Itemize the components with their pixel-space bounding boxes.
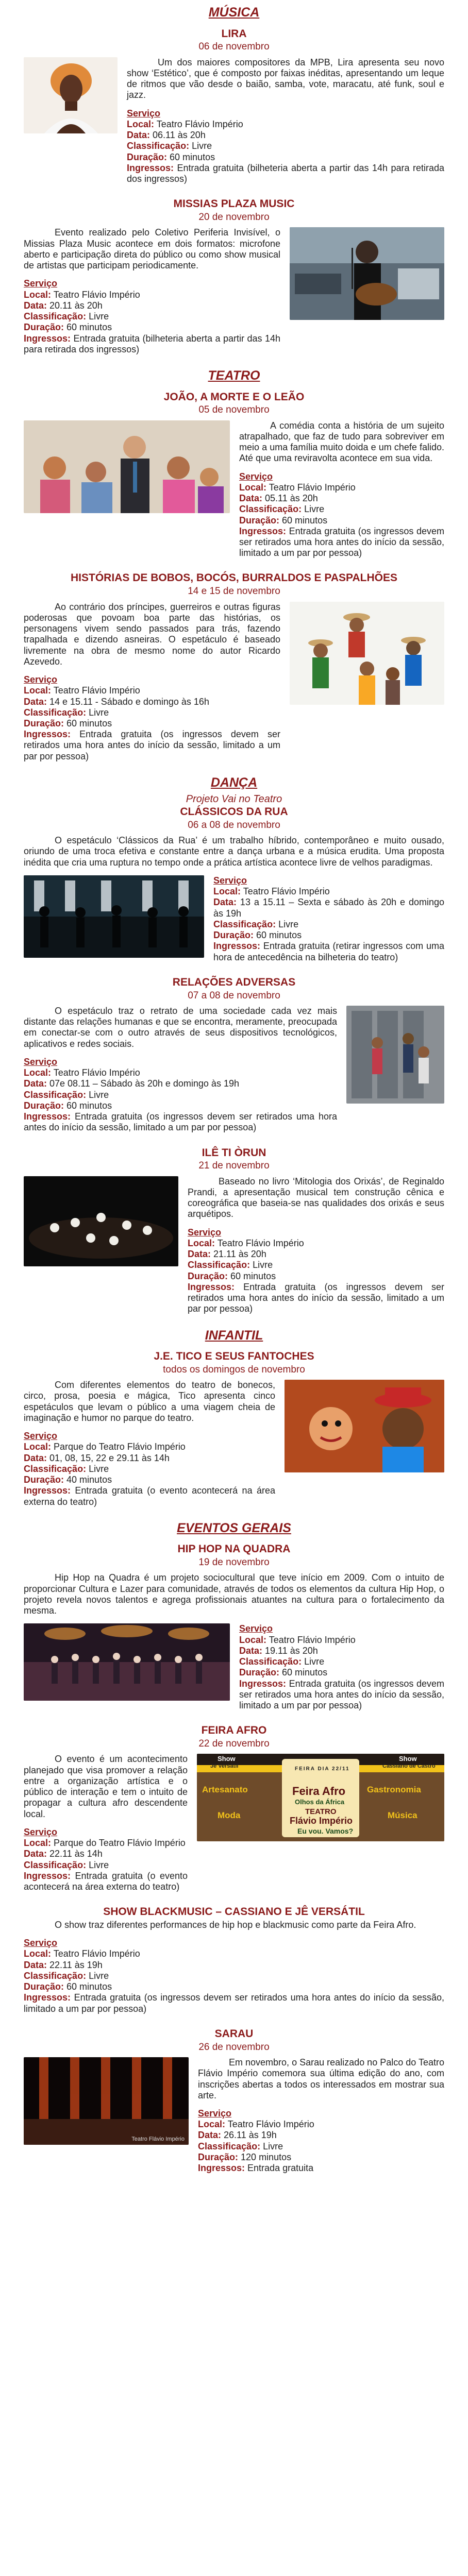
service-rating-label: Classificação:: [24, 311, 87, 322]
service-tickets: [24, 729, 280, 762]
service-date-value: 13 a 15.11 – Sexta e sábado às 20h e domingo às 19h: [213, 897, 444, 919]
poster-show-right: Show: [399, 1755, 417, 1763]
service-date-value: 14 e 15.11 - Sábado e domingo às 16h: [47, 696, 209, 707]
service-date-label: Data:: [24, 1452, 47, 1463]
service-rating-label: Classificação:: [239, 504, 302, 515]
service-local-label: Local:: [24, 1067, 52, 1078]
service-duration-value: 60 minutos: [64, 718, 112, 728]
service-rating: [239, 504, 444, 515]
event-title: HIP HOP NA QUADRA: [177, 1543, 291, 1555]
guitarist-photo: [290, 227, 444, 320]
event-title: MISSIAS PLAZA MUSIC: [173, 198, 295, 210]
event: [24, 1724, 444, 1892]
service-tickets-value: Entrada gratuita (o evento acontecerá na área externa do teatro): [24, 1870, 188, 1892]
poster-right-sub: Cassiano de Castro: [382, 1763, 436, 1770]
service-rating-label: Classificação:: [127, 141, 190, 151]
event-services: [188, 1227, 444, 1315]
service-rating: [198, 2141, 444, 2152]
singer-portrait-photo: [24, 57, 118, 133]
event-description: O espetáculo traz o retrato de uma sociedade cada vez mais distante das relações humanas e que se encontra, meramente, preocupada em conectar-se com o outro através de seus dispositivos tecnológicos, aplicativos e redes sociais.: [24, 1005, 337, 1049]
service-date-label: Data:: [213, 897, 237, 908]
service-local-label: Local:: [213, 886, 241, 897]
service-local-value: Teatro Flávio Império: [266, 482, 356, 493]
service-date-value: 20.11 às 20h: [47, 300, 103, 311]
service-duration-value: 120 minutos: [238, 2151, 292, 2162]
event-description: O evento é um acontecimento planejado que visa promover a relação entre a organização artística e o público de interação e tem o intuito de propagar a cultura afro descendente local.: [24, 1754, 188, 1819]
service-rating: [213, 919, 444, 930]
service-duration-value: 60 minutos: [254, 930, 302, 941]
services-heading: Serviço: [24, 1826, 58, 1837]
service-date: [188, 1249, 444, 1260]
section-heading: DANÇA: [210, 775, 258, 790]
event-date: 21 de novembro: [198, 1160, 270, 1172]
event-services: [24, 1938, 444, 2014]
service-tickets-value: Entrada gratuita (o evento acontecerá na área externa do teatro): [24, 1485, 275, 1507]
service-tickets: [239, 1679, 444, 1711]
services-heading: Serviço: [239, 1623, 273, 1634]
service-duration: [24, 322, 280, 333]
service-duration-value: 60 minutos: [279, 1667, 328, 1678]
service-tickets-value: Entrada gratuita (os ingressos devem ser retirados uma hora antes do início da sessão, limitado a um par por pessoa): [188, 1281, 444, 1314]
service-tickets-label: Ingressos:: [24, 1485, 71, 1496]
service-rating: [24, 1860, 188, 1871]
service-local-label: Local:: [24, 1948, 52, 1959]
service-rating-value: Livre: [276, 919, 299, 929]
event-services: [24, 674, 280, 762]
event-description: O show traz diferentes performances de hip hop e blackmusic como parte da Feira Afro.: [55, 1920, 416, 1930]
services-heading: Serviço: [213, 875, 247, 886]
service-duration: [239, 1667, 444, 1678]
service-tickets-label: Ingressos:: [198, 2163, 245, 2174]
poster-show-left: Show: [218, 1755, 236, 1763]
service-rating-label: Classificação:: [24, 1859, 87, 1870]
service-local-value: Teatro Flávio Império: [215, 1238, 304, 1248]
service-duration: [127, 152, 444, 163]
service-tickets-label: Ingressos:: [24, 729, 71, 740]
service-tickets: [239, 526, 444, 559]
service-date: [127, 130, 444, 141]
service-local: [127, 119, 444, 130]
service-tickets: [198, 2163, 444, 2174]
silhouettes-photo: [24, 875, 204, 958]
event-title: SARAU: [214, 2027, 254, 2040]
service-date-value: 07e 08.11 – Sábado às 20h e domingo às 19h: [47, 1078, 239, 1089]
services-heading: Serviço: [24, 278, 58, 289]
service-rating-label: Classificação:: [213, 919, 276, 929]
service-tickets-value: Entrada gratuita: [245, 2163, 314, 2174]
service-rating-value: Livre: [86, 1463, 109, 1474]
service-duration-label: Duração:: [24, 322, 64, 333]
event: [24, 572, 444, 761]
service-rating: [24, 707, 280, 718]
service-duration-value: 60 minutos: [228, 1270, 276, 1281]
service-local-value: Teatro Flávio Império: [154, 118, 243, 129]
puppets-photo: [285, 1380, 444, 1472]
service-duration-label: Duração:: [24, 1100, 64, 1111]
service-duration-label: Duração:: [127, 151, 168, 162]
service-local-label: Local:: [188, 1238, 215, 1248]
event-services: [24, 278, 280, 355]
service-rating-value: Livre: [189, 141, 212, 151]
service-tickets: [24, 1871, 188, 1892]
service-rating-label: Classificação:: [24, 707, 87, 718]
service-date: [24, 300, 280, 311]
event-description: Com diferentes elementos do teatro de bonecos, circo, prosa, poesia e mágica, Tico apresenta cinco espetáculos que levam o público a uma viagem cheia de imaginação e humor no parque do teatro.: [24, 1380, 275, 1423]
poster-band: FEIRA DIA 22/11: [295, 1766, 350, 1772]
service-duration: [24, 718, 280, 729]
service-local-value: Teatro Flávio Império: [51, 1067, 140, 1078]
service-rating-label: Classificação:: [188, 1260, 250, 1270]
poster-left-a: Artesanato: [202, 1785, 248, 1795]
section-heading: TEATRO: [208, 368, 260, 383]
service-tickets-label: Ingressos:: [24, 1992, 71, 2003]
services-heading: Serviço: [24, 674, 58, 685]
service-date-label: Data:: [127, 130, 151, 141]
event-description: Em novembro, o Sarau realizado no Palco do Teatro Flávio Império comemora sua última edição do ano, com inscrições abertas a todos os interessados em mostrar sua arte.: [198, 2057, 444, 2100]
service-duration: [24, 1475, 275, 1485]
poster-center-1: Feira Afro: [292, 1785, 346, 1798]
service-date-value: 22.11 às 19h: [47, 1959, 103, 1970]
service-local-label: Local:: [239, 1634, 267, 1645]
event-services: [198, 2108, 444, 2174]
service-local-value: Teatro Flávio Império: [51, 289, 140, 300]
event-description: Um dos maiores compositores da MPB, Lira apresenta seu novo show ‘Estético’, que é composto por faixas inéditas, apresentando um leque de ritmos que vão desde o baião, samba, vote, maracatu, até funk, soul e jazz.: [127, 57, 444, 100]
service-local-label: Local:: [24, 289, 52, 300]
service-rating: [188, 1260, 444, 1270]
event-title: LIRA: [221, 27, 247, 40]
sarau-stage-photo: [24, 2057, 189, 2145]
service-date: [239, 1646, 444, 1656]
service-duration-label: Duração:: [239, 515, 280, 526]
services-heading: Serviço: [127, 108, 161, 118]
service-duration-label: Duração:: [24, 1981, 64, 1992]
service-tickets-value: Entrada gratuita (os ingressos devem ser retirados uma hora antes do início da sessão, limitado a um par por pessoa): [24, 1992, 444, 2014]
service-rating-value: Livre: [86, 1970, 109, 1981]
event-date: 26 de novembro: [198, 2041, 270, 2053]
event: [24, 1906, 444, 2014]
stage-dance-photo: [24, 1176, 178, 1266]
service-tickets-value: Entrada gratuita (os ingressos devem ser retirados uma hora antes do início da sessão, limitado a um par por pessoa): [24, 729, 280, 761]
event-date: 22 de novembro: [198, 1738, 270, 1750]
service-tickets-label: Ingressos:: [127, 162, 174, 173]
event: [24, 1350, 444, 1507]
event: [24, 2028, 444, 2174]
service-tickets-value: Entrada gratuita (bilheteria aberta a partir das 14h para retirada dos ingressos): [24, 333, 280, 354]
service-local-label: Local:: [24, 1838, 52, 1849]
service-local: [198, 2119, 444, 2130]
event: [24, 28, 444, 185]
service-local-value: Teatro Flávio Império: [51, 1948, 140, 1959]
section-heading: EVENTOS GERAIS: [177, 1520, 291, 1535]
service-rating-value: Livre: [86, 707, 109, 718]
service-local-value: Teatro Flávio Império: [51, 685, 140, 696]
service-rating-label: Classificação:: [24, 1463, 87, 1474]
service-rating-label: Classificação:: [24, 1970, 87, 1981]
event-date: 20 de novembro: [198, 212, 270, 223]
service-tickets-label: Ingressos:: [188, 1281, 235, 1292]
service-local: [24, 1067, 337, 1078]
event-description: O espetáculo ‘Clássicos da Rua’ é um trabalho híbrido, contemporâneo e muito ousado, oriundo de uma troca efetiva e constante entre a dança urbana e a música erudita. Uma proposta inédita que cria uma ruptura no tempo onde a prática artística acontece livre de velhos paradigmas.: [24, 835, 444, 868]
event-description: Evento realizado pelo Coletivo Periferia Invisível, o Missias Plaza Music acontece em dois formatos: microfone aberto e participação direta do público ou como show musical de artistas que participam periodicamente.: [24, 227, 280, 271]
event-title: J.E. TICO E SEUS FANTOCHES: [154, 1350, 314, 1363]
service-tickets-label: Ingressos:: [24, 1111, 71, 1122]
event-title: FEIRA AFRO: [201, 1724, 267, 1737]
watermark-text: Teatro Flávio Império: [131, 2136, 185, 2143]
service-local-label: Local:: [198, 2119, 226, 2130]
service-date-label: Data:: [239, 493, 263, 504]
service-duration: [198, 2152, 444, 2163]
service-local: [24, 290, 280, 300]
service-date-value: 01, 08, 15, 22 e 29.11 às 14h: [47, 1452, 170, 1463]
service-local-value: Teatro Flávio Império: [241, 886, 330, 897]
event-services: [239, 471, 444, 559]
service-date-label: Data:: [188, 1249, 211, 1260]
event: [24, 391, 444, 559]
service-duration-label: Duração:: [198, 2151, 239, 2162]
service-local: [24, 1838, 188, 1849]
service-tickets: [24, 333, 280, 355]
service-rating-value: Livre: [250, 1260, 273, 1270]
service-duration-label: Duração:: [213, 930, 254, 941]
service-duration-value: 60 minutos: [279, 515, 328, 526]
service-date-label: Data:: [24, 1959, 47, 1970]
service-local: [24, 1442, 275, 1452]
concert-photo: [24, 1623, 230, 1701]
poster-right-a: Gastronomia: [367, 1785, 421, 1795]
service-date-value: 05.11 às 20h: [262, 493, 318, 504]
poster-center-2: Olhos da África: [295, 1798, 345, 1806]
service-rating: [24, 1971, 444, 1981]
event-date: 14 e 15 de novembro: [188, 586, 280, 597]
service-tickets-label: Ingressos:: [213, 941, 261, 952]
services-heading: Serviço: [24, 1938, 58, 1948]
poster-center-3: TEATRO: [305, 1807, 337, 1817]
event-date: 06 de novembro: [198, 41, 270, 53]
service-duration-label: Duração:: [188, 1270, 228, 1281]
event: [24, 976, 444, 1133]
service-date-value: 19.11 às 20h: [262, 1645, 318, 1656]
poster-left-sub: Jê Versátil: [210, 1763, 239, 1770]
service-date-label: Data:: [24, 300, 47, 311]
event: [24, 1147, 444, 1315]
event-services: [24, 1827, 188, 1892]
service-rating-value: Livre: [260, 2141, 283, 2151]
service-tickets: [24, 1485, 275, 1507]
service-duration: [188, 1271, 444, 1282]
dancers-photo: [346, 1006, 444, 1104]
kids-cast-photo: [290, 602, 444, 705]
service-rating-label: Classificação:: [198, 2141, 261, 2151]
service-local: [24, 1948, 444, 1959]
service-tickets-label: Ingressos:: [24, 333, 71, 344]
service-tickets-value: Entrada gratuita (os ingressos devem ser retirados uma hora antes do início da sessão, limitado a um par por pessoa): [24, 1111, 337, 1133]
event-title: CLÁSSICOS DA RUA: [180, 806, 288, 818]
service-tickets: [213, 941, 444, 962]
event-title: JOÃO, A MORTE E O LEÃO: [163, 391, 305, 403]
service-rating: [127, 141, 444, 151]
service-duration: [24, 1100, 337, 1111]
service-rating-value: Livre: [302, 504, 325, 515]
service-tickets-value: Entrada gratuita (bilheteria aberta a partir das 14h para retirada dos ingressos): [127, 162, 444, 184]
service-rating-value: Livre: [302, 1656, 325, 1667]
event: [24, 198, 444, 355]
service-duration-value: 60 minutos: [167, 151, 215, 162]
service-tickets: [24, 1992, 444, 2014]
event-services: [127, 108, 444, 185]
service-local-value: Teatro Flávio Império: [266, 1634, 356, 1645]
section-heading: MÚSICA: [208, 5, 260, 20]
service-rating-label: Classificação:: [24, 1089, 87, 1100]
poster-center-4: Flávio Império: [290, 1816, 353, 1826]
service-duration: [24, 1981, 444, 1992]
service-date-label: Data:: [24, 696, 47, 707]
service-local: [188, 1238, 444, 1249]
service-rating: [239, 1656, 444, 1667]
service-date: [213, 897, 444, 919]
event-date: 06 a 08 de novembro: [188, 819, 280, 831]
service-rating-value: Livre: [86, 311, 109, 322]
service-local-value: Teatro Flávio Império: [225, 2119, 314, 2130]
service-local-label: Local:: [239, 482, 267, 493]
service-date-value: 21.11 às 20h: [211, 1249, 266, 1260]
service-duration: [239, 515, 444, 526]
service-date-value: 06.11 às 20h: [150, 130, 206, 141]
service-duration: [213, 930, 444, 941]
service-tickets: [127, 163, 444, 184]
services-heading: Serviço: [24, 1056, 58, 1067]
event-services: [213, 875, 444, 963]
service-date: [24, 1078, 337, 1089]
service-local-value: Parque do Teatro Flávio Império: [51, 1442, 186, 1452]
service-tickets: [24, 1111, 337, 1133]
poster-center-5: Eu vou. Vamos?: [297, 1827, 354, 1836]
service-local: [239, 482, 444, 493]
event: [24, 1543, 444, 1711]
poster-right-b: Música: [388, 1810, 417, 1821]
event-date: 05 de novembro: [198, 404, 270, 416]
event-services: [239, 1623, 444, 1711]
service-date: [24, 1849, 188, 1859]
service-duration-value: 60 minutos: [64, 1981, 112, 1992]
event-services: [24, 1431, 275, 1507]
service-duration-value: 40 minutos: [64, 1475, 112, 1485]
service-local-label: Local:: [127, 118, 155, 129]
event-date: 07 a 08 de novembro: [188, 990, 280, 1001]
service-duration-label: Duração:: [24, 718, 64, 728]
service-rating-label: Classificação:: [239, 1656, 302, 1667]
services-heading: Serviço: [24, 1431, 58, 1442]
event-title: HISTÓRIAS DE BOBOS, BOCÓS, BURRALDOS E PASPALHÕES: [71, 572, 397, 584]
event-title: SHOW BLACKMUSIC – CASSIANO E JÊ VERSÁTIL: [103, 1906, 365, 1918]
service-date-label: Data:: [24, 1078, 47, 1089]
service-date: [24, 1453, 275, 1464]
service-date-label: Data:: [24, 1849, 47, 1859]
service-date-value: 22.11 às 14h: [47, 1849, 103, 1859]
service-rating-value: Livre: [86, 1859, 109, 1870]
event-date: todos os domingos de novembro: [163, 1364, 305, 1375]
service-date: [198, 2130, 444, 2141]
feira-afro-poster: [197, 1754, 444, 1841]
service-rating: [24, 1464, 275, 1475]
service-tickets-label: Ingressos:: [239, 526, 287, 536]
theatre-group-photo: [24, 420, 230, 513]
service-local-label: Local:: [24, 685, 52, 696]
event-description: Ao contrário dos príncipes, guerreiros e outras figuras poderosas que povoam boa parte das histórias, os personagens vivem sendo passados para trás, fazendo trapalhada e dizendo asneiras. O espetáculo é baseado livremente na obra de mesmo nome do autor Ricardo Azevedo.: [24, 601, 280, 667]
service-tickets-value: Entrada gratuita (os ingressos devem ser retirados uma hora antes do início da sessão, limitado a um par por pessoa): [239, 1678, 444, 1711]
event-description: Hip Hop na Quadra é um projeto sociocultural que teve início em 2009. Com o intuito de proporcionar Cultura e Lazer para comunidade, através de todos os elementos da cultura Hip Hop, o projeto revela novos talentos e agrega profissionais atuantes na cultura para o fortalecimento da mesma.: [24, 1572, 444, 1616]
service-date-label: Data:: [239, 1645, 263, 1656]
service-duration-value: 60 minutos: [64, 1100, 112, 1111]
service-local: [213, 886, 444, 897]
service-rating: [24, 311, 280, 322]
service-date: [24, 697, 280, 707]
service-duration-value: 60 minutos: [64, 322, 112, 333]
service-tickets: [188, 1282, 444, 1315]
poster-left-b: Moda: [218, 1810, 241, 1821]
service-tickets-value: Entrada gratuita (retirar ingressos com uma hora de antecedência na bilheteria do teatro): [213, 941, 444, 962]
event: [24, 793, 444, 962]
services-heading: Serviço: [198, 2108, 232, 2119]
service-local-label: Local:: [24, 1442, 52, 1452]
service-duration-label: Duração:: [24, 1475, 64, 1485]
service-rating: [24, 1090, 337, 1100]
services-heading: Serviço: [239, 471, 273, 482]
event-description: Baseado no livro ‘Mitologia dos Orixás’, de Reginaldo Prandi, a apresentação musical tem construção cênica e coreográfica que baseia-se nas qualidades dos orixás e seus arquétipos.: [188, 1176, 444, 1219]
event-services: [24, 1057, 337, 1133]
service-date-label: Data:: [198, 2130, 222, 2141]
service-local: [239, 1635, 444, 1646]
service-duration-label: Duração:: [239, 1667, 280, 1678]
service-date-value: 26.11 às 19h: [221, 2130, 277, 2141]
event-title: ILÊ TI ÒRUN: [202, 1146, 266, 1159]
service-date: [24, 1960, 444, 1971]
service-local: [24, 685, 280, 696]
section-heading: INFANTIL: [205, 1328, 263, 1343]
event-title: RELAÇÕES ADVERSAS: [172, 976, 296, 988]
service-tickets-value: Entrada gratuita (os ingressos devem ser retirados uma hora antes do início da sessão, limitado a um par por pessoa): [239, 526, 444, 558]
service-tickets-label: Ingressos:: [24, 1870, 71, 1881]
service-rating-value: Livre: [86, 1089, 109, 1100]
service-tickets-label: Ingressos:: [239, 1678, 287, 1689]
service-date: [239, 493, 444, 504]
event-project: Projeto Vai no Teatro: [186, 793, 282, 805]
event-description: A comédia conta a história de um sujeito atrapalhado, que faz de tudo para sobreviver em meio a uma família muito doida e um chefe falido. Até que uma reviravolta acontece em sua vida.: [239, 420, 444, 464]
services-heading: Serviço: [188, 1227, 222, 1238]
service-local-value: Parque do Teatro Flávio Império: [51, 1838, 186, 1849]
event-date: 19 de novembro: [198, 1557, 270, 1568]
